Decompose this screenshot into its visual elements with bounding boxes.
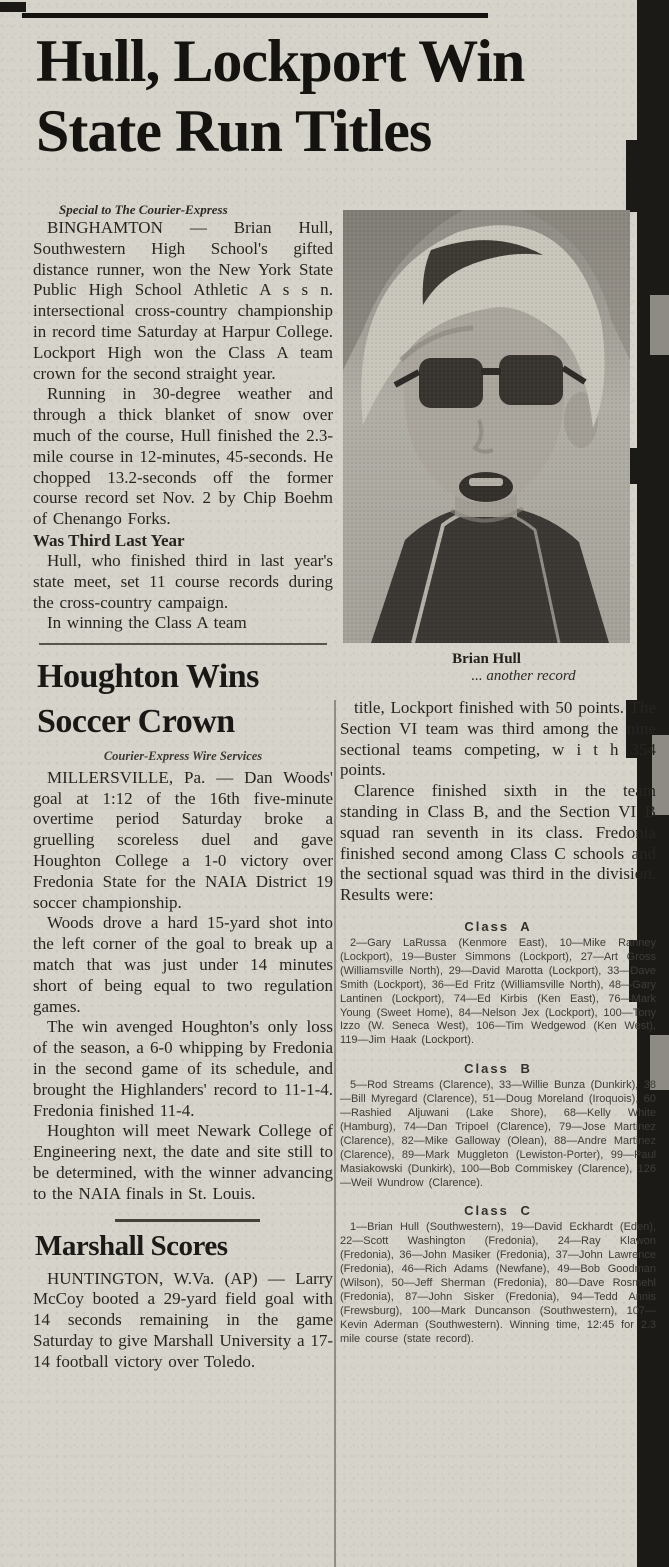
soccer-headline-line1: Houghton Wins	[37, 658, 259, 696]
lead-paragraph: BINGHAMTON — Brian Hull, Southwestern High School's gifted distance runner, won the New York State Public High School Athletic A s s n. intersectional cross-country championship in record time Saturday at Harpur College. Lockport High won the Class A team crown for the second straight year.	[33, 218, 333, 383]
right-column	[340, 698, 656, 1347]
lead-paragraph: Hull, who finished third in last year's state meet, set 11 course records during the cross-country campaign.	[33, 550, 333, 612]
results-class-c-heading: Class C	[464, 1203, 532, 1219]
results-class-a-heading: Class A	[464, 918, 532, 934]
soccer-headline-line2: Soccer Crown	[37, 703, 235, 741]
main-headline-line1: Hull, Lockport Win	[36, 28, 525, 94]
lead-byline: Special to The Courier-Express	[59, 202, 228, 217]
continuation-paragraph: Clarence finished sixth in the team standing in Class B, and the Section VI B squad ran seventh in its class. Fredonia finished second among Class C schools and the sectional squad was third in the division. Results were:	[340, 781, 656, 905]
section-divider	[39, 643, 327, 645]
football-headline: Marshall Scores	[35, 1229, 228, 1262]
scan-edge-notch	[650, 295, 669, 355]
photo-caption-name: Brian Hull	[452, 651, 521, 667]
top-rule	[22, 13, 488, 18]
football-paragraph: HUNTINGTON, W.Va. (AP) — Larry McCoy booted a 29-yard field goal with 14 seconds remaining in the game Saturday to give Marshall University a 17-14 football victory over Toledo.	[33, 1268, 333, 1371]
results-class-b-heading: Class B	[464, 1061, 532, 1077]
column-rule	[334, 700, 336, 1567]
main-headline	[36, 26, 661, 166]
soccer-paragraph: The win avenged Houghton's only loss of the season, a 6-0 whipping by Fredonia in the second game of its schedule, and brought the Highlanders' record to 11-1-4. Fredonia finished 11-4.	[33, 1017, 333, 1120]
left-column	[33, 202, 333, 1373]
photo-caption-tagline: ... another record	[471, 668, 576, 684]
results-class-b-text: 5—Rod Streams (Clarence), 33—Willie Bunza (Dunkirk), 38—Bill Myregard (Clarence), 51—Doug Moreland (Iroquois), 60—Rashied Aljuwani (Lake Shore), 68—Kelly White (Hamburg), 74—Dan Tripoel (Clarence), 79—Jose Martinez (Clarence), 82—Mike Galloway (Olean), 88—Andre Martinez (Clarence), 89—Mark Muggleton (Lewiston-Porter), 99—Paul Masiakowski (Dunkirk), 100—Bob Commiskey (Clarence), 126—Weil Wundrow (Clarence).	[340, 1079, 656, 1189]
portrait-illustration	[343, 210, 630, 643]
lead-paragraph: Running in 30-degree weather and through a thick blanket of snow over much of the course, Hull finished the 2.3-mile course in 12-minutes, 45-seconds. He chopped 13.2-seconds off the former course record set Nov. 2 by Chip Boehm of Chenango Forks.	[33, 384, 333, 529]
continuation-paragraph: title, Lockport finished with 50 points. The Section VI team was third among the nine sectional teams competing, w i t h 354 points.	[340, 698, 656, 780]
story-divider	[115, 1219, 260, 1222]
soccer-paragraph: Woods drove a hard 15-yard shot into the left corner of the goal to break up a match that was just under 14 minutes short of being equal to two regulation games.	[33, 913, 333, 1016]
results-class-c-text: 1—Brian Hull (Southwestern), 19—David Eckhardt (Eden), 22—Scott Washington (Fredonia), 24—Ray Klawon (Fredonia), 36—John Masiker (Fredonia), 37—John Lawrence (Fredonia), 46—Rich Adams (Newfane), 49—Bob Goodman (Wilson), 50—Jeff Sherman (Fredonia), 80—Dave Rosmehl (Fredonia), 87—John Sisker (Fredonia), 94—Tedd Annis (Frewsburg), 100—Mark Duncanson (Southwestern), 107—Kevin Aderman (Southwestern). Winning time, 12:45 for 2.3 mile course (state record).	[340, 1221, 656, 1345]
scan-corner-mark	[0, 2, 26, 12]
soccer-headline	[37, 655, 333, 745]
lead-subhead: Was Third Last Year	[33, 530, 185, 550]
brian-hull-photo	[343, 210, 630, 643]
results-class-a-text: 2—Gary LaRussa (Kenmore East), 10—Mike Ranney (Lockport), 19—Buster Simmons (Lockport), 27—Art Gross (Williamsville North), 29—David Marotta (Lockport), 33—Dave Smith (Lockport), 36—Ed Fritz (Williamsville North), 48—Gary Lantinen (Lockport), 74—Ed Kirbis (Ken East), 76—Mark Young (Sweet Home), 84—Nelson Jex (Lockport), 100—Tony Izzo (W. Seneca West), 106—Tim Wedgewod (Ken West), 119—Jim Haak (Lockport).	[340, 936, 656, 1047]
scan-edge-stub	[629, 448, 639, 484]
soccer-byline: Courier-Express Wire Services	[103, 748, 263, 763]
main-headline-line2: State Run Titles	[36, 98, 432, 165]
photo-caption	[343, 651, 630, 685]
soccer-paragraph: Houghton will meet Newark College of Engineering next, the date and site still to be determined, with the winner advancing to the NAIA finals in St. Louis.	[33, 1121, 333, 1203]
soccer-paragraph: MILLERSVILLE, Pa. — Dan Woods' goal at 1:12 of the 16th five-minute overtime period Saturday broke a gruelling scoreless duel and gave Houghton College a 1-0 victory over Fredonia State for the NAIA District 19 soccer championship.	[33, 767, 333, 912]
lead-paragraph: In winning the Class A team	[47, 613, 247, 633]
